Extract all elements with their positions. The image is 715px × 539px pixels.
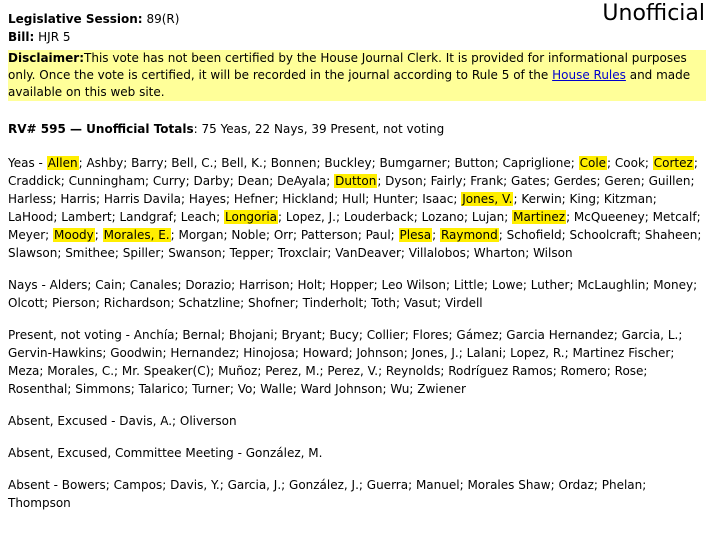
member-name: Dyson [385, 174, 423, 188]
member-name: Bucy [329, 328, 359, 342]
member-name: Bonnen [270, 156, 317, 170]
member-name: Hayes [188, 192, 227, 206]
unofficial-watermark: Unofficial [602, 1, 705, 26]
member-name: Raymond [440, 228, 498, 242]
vote-group-label: Present, not voting [8, 328, 122, 342]
member-name: Plesa [399, 228, 432, 242]
vote-group: Absent - Bowers; Campos; Davis, Y.; Garcia, J.; González, J.; Guerra; Manuel; Morales Shaw; Ordaz; Phelan; Thompson [8, 478, 647, 510]
member-name: Villalobos [408, 246, 466, 260]
member-name: Landgraf [119, 210, 173, 224]
member-name: Shaheen [644, 228, 698, 242]
vote-group-label: Yeas [8, 156, 35, 170]
member-name: Hunter [373, 192, 415, 206]
member-name: Lowe [491, 278, 523, 292]
member-name: Bumgarner [379, 156, 447, 170]
member-name: Hickland [282, 192, 335, 206]
member-name: Morgan [178, 228, 224, 242]
member-name: Cook [614, 156, 645, 170]
member-name: Anchía [133, 328, 175, 342]
member-name: Wilson [533, 246, 573, 260]
member-name: Curry [152, 174, 186, 188]
member-name: Noble [231, 228, 266, 242]
member-name: Spiller [122, 246, 161, 260]
disclaimer [8, 50, 706, 101]
member-name: Collier [366, 328, 405, 342]
member-name: Rosenthal [8, 382, 68, 396]
member-name: Patterson [300, 228, 358, 242]
member-name: Money [653, 278, 694, 292]
member-name: McQueeney [573, 210, 645, 224]
member-name: Guillen [648, 174, 691, 188]
house-rules-link[interactable]: House Rules [552, 68, 626, 82]
member-name: Capriglione [502, 156, 571, 170]
member-name: Harris [60, 192, 97, 206]
member-name: Wharton [473, 246, 526, 260]
member-name: Tinderholt [302, 296, 364, 310]
record-label: RV# 595 — Unofficial Totals [8, 122, 194, 136]
member-name: Lopez, J. [285, 210, 336, 224]
member-name: Bryant [281, 328, 322, 342]
member-name: Schatzline [178, 296, 241, 310]
member-name: Hernandez [170, 346, 236, 360]
member-name: Shofner [248, 296, 295, 310]
member-name: Frank [470, 174, 504, 188]
member-name: Bell, C. [171, 156, 214, 170]
member-name: Perez, V. [327, 364, 379, 378]
member-name: Leach [180, 210, 217, 224]
member-name: Paul [365, 228, 391, 242]
member-name: Canales [129, 278, 178, 292]
disclaimer-text-before: This vote has not been certified by the House Journal Clerk. It is provided for informational purposes only. Once the vote is certified, it will be recorded in the journal according to Rule 5 of the [8, 51, 687, 82]
member-name: Button [454, 156, 495, 170]
vote-record-page [8, 10, 706, 512]
vote-group: Nays - Alders; Cain; Canales; Dorazio; Harrison; Holt; Hopper; Leo Wilson; Little; Lowe; Luther; McLaughlin; Money; Olcott; Pierson; Richardson; Schatzline; Shofner; Tinderholt; Toth; Vasut; Virdell [8, 278, 698, 310]
member-name: Schoolcraft [569, 228, 637, 242]
bill-label: Bill: [8, 30, 35, 44]
member-name: King [569, 192, 596, 206]
member-name: Luther [530, 278, 570, 292]
member-name: Craddick [8, 174, 61, 188]
member-name: Cole [579, 156, 607, 170]
member-name: Tepper [229, 246, 270, 260]
member-name: Leo Wilson [381, 278, 446, 292]
member-name: Gervin-Hawkins [8, 346, 103, 360]
member-name: McLaughlin [577, 278, 646, 292]
member-name: Orr [273, 228, 293, 242]
member-name: Martinez [513, 210, 566, 224]
member-name: Hopper [329, 278, 374, 292]
member-name: Zwiener [417, 382, 466, 396]
member-name: Ward Johnson [300, 382, 383, 396]
member-name: Cortez [653, 156, 693, 170]
vote-group-label: Absent, Excused, Committee Meeting [8, 446, 234, 460]
member-name: Isaac [422, 192, 454, 206]
member-name: Vasut [403, 296, 438, 310]
member-name: Meyer [8, 228, 46, 242]
member-name: Louderback [343, 210, 414, 224]
member-name: Hull [341, 192, 366, 206]
member-name: Davis, Y. [170, 478, 220, 492]
member-name: Talarico [138, 382, 185, 396]
member-name: Jones, J. [411, 346, 459, 360]
member-name: Harrison [239, 278, 290, 292]
member-name: Johnson [356, 346, 404, 360]
member-name: Vo [237, 382, 253, 396]
vote-group: Absent, Excused - Davis, A.; Oliverson [8, 414, 237, 428]
member-name: Lambert [61, 210, 112, 224]
member-name: Smithee [65, 246, 115, 260]
session-label: Legislative Session: [8, 12, 143, 26]
member-name: Allen [47, 156, 78, 170]
member-name: LaHood [8, 210, 54, 224]
member-name: Harris Davila [103, 192, 182, 206]
member-name: Manuel [415, 478, 460, 492]
member-name: Barry [131, 156, 164, 170]
member-name: Pierson [52, 296, 96, 310]
member-name: Turner [192, 382, 230, 396]
member-name: Cain [95, 278, 122, 292]
member-name: DeAyala [277, 174, 327, 188]
member-name: Dorazio [185, 278, 232, 292]
vote-group-label: Nays [8, 278, 38, 292]
member-name: Oliverson [179, 414, 237, 428]
member-name: Bhojani [228, 328, 274, 342]
member-name: Meza [8, 364, 40, 378]
member-name: Rose [614, 364, 644, 378]
vote-group: Absent, Excused, Committee Meeting - González, M. [8, 446, 323, 460]
disclaimer-label: Disclaimer: [8, 51, 85, 65]
member-name: Howard [302, 346, 349, 360]
member-name: Gámez [456, 328, 499, 342]
member-name: Garcia, J. [227, 478, 282, 492]
member-name: Lopez, R. [510, 346, 565, 360]
bill-value: HJR 5 [38, 30, 71, 44]
vote-group-label: Absent [8, 478, 50, 492]
member-name: Rodríguez Ramos [448, 364, 553, 378]
member-name: Gates [511, 174, 547, 188]
member-name: Lalani [466, 346, 503, 360]
vote-group: Present, not voting - Anchía; Bernal; Bhojani; Bryant; Bucy; Collier; Flores; Gámez; Garcia Hernandez; Garcia, L.; Gervin-Hawkins; Goodwin; Hernandez; Hinojosa; Howard; Johnson; Jones, J.; Lalani; Lopez, R.; Martinez Fischer; Meza; Morales, C.; Mr. Speaker(C); Muñoz; Perez, M.; Perez, V.; Reynolds; Rodríguez Ramos; Romero; Rose; Rosenthal; Simmons; Talarico; Turner; Vo; Walle; Ward Johnson; Wu; Zwiener [8, 328, 683, 396]
member-name: Troxclair [277, 246, 328, 260]
member-name: Campos [113, 478, 163, 492]
member-name: Toth [371, 296, 397, 310]
member-name: Hinojosa [243, 346, 295, 360]
member-name: Kerwin [521, 192, 562, 206]
member-name: Walle [260, 382, 293, 396]
member-name: Metcalf [652, 210, 697, 224]
member-name: Mr. Speaker(C) [121, 364, 211, 378]
member-name: Dean [237, 174, 270, 188]
member-name: Geren [604, 174, 641, 188]
member-name: Davis, A. [119, 414, 173, 428]
member-name: Lozano [421, 210, 464, 224]
member-name: Romero [560, 364, 607, 378]
member-name: Guerra [366, 478, 409, 492]
member-name: VanDeaver [335, 246, 401, 260]
member-name: Kitzman [603, 192, 653, 206]
member-name: Gerdes [553, 174, 597, 188]
session-line [8, 10, 706, 28]
member-name: Morales, E. [103, 228, 170, 242]
member-name: Moody [54, 228, 94, 242]
member-name: Lujan [471, 210, 505, 224]
session-value: 89(R) [146, 12, 180, 26]
member-name: Harless [8, 192, 53, 206]
member-name: Bell, K. [221, 156, 263, 170]
member-name: Cunningham [68, 174, 146, 188]
member-name: Thompson [8, 496, 71, 510]
member-name: Ashby [86, 156, 124, 170]
member-name: Olcott [8, 296, 45, 310]
vote-group: Yeas - Allen; Ashby; Barry; Bell, C.; Bell, K.; Bonnen; Buckley; Bumgarner; Button; Capriglione; Cole; Cook; Cortez; Craddick; Cunningham; Curry; Darby; Dean; DeAyala; Dutton; Dyson; Fairly; Frank; Gates; Gerdes; Geren; Guillen; Harless; Harris; Harris Davila; Hayes; Hefner; Hickland; Hull; Hunter; Isaac; Jones, V.; Kerwin; King; Kitzman; LaHood; Lambert; Landgraf; Leach; Longoria; Lopez, J.; Louderback; Lozano; Lujan; Martinez; McQueeney; Metcalf; Meyer; Moody; Morales, E.; Morgan; Noble; Orr; Patterson; Paul; Plesa; Raymond; Schofield; Schoolcraft; Shaheen; Slawson; Smithee; Spiller; Swanson; Tepper; Troxclair; VanDeaver; Villalobos; Wharton; Wilson [8, 156, 702, 260]
member-name: Fairly [430, 174, 463, 188]
member-name: Phelan [601, 478, 643, 492]
member-name: Ordaz [558, 478, 594, 492]
member-name: Hefner [233, 192, 275, 206]
member-name: González, M. [245, 446, 323, 460]
member-name: Bernal [182, 328, 222, 342]
member-name: Martinez Fischer [572, 346, 671, 360]
member-name: Swanson [168, 246, 222, 260]
member-name: Longoria [225, 210, 278, 224]
member-name: Simmons [75, 382, 131, 396]
member-name: Bowers [61, 478, 106, 492]
vote-groups [8, 154, 706, 512]
member-name: Wu [390, 382, 410, 396]
member-name: Reynolds [385, 364, 441, 378]
member-name: Morales, C. [47, 364, 115, 378]
member-name: Goodwin [110, 346, 163, 360]
member-name: Holt [297, 278, 322, 292]
member-name: Jones, V. [462, 192, 513, 206]
member-name: Alders [49, 278, 88, 292]
member-name: Morales Shaw [467, 478, 551, 492]
member-name: Slawson [8, 246, 58, 260]
member-name: Muñoz [218, 364, 258, 378]
member-name: Flores [412, 328, 449, 342]
vote-group-label: Absent, Excused [8, 414, 108, 428]
bill-line [8, 28, 706, 46]
member-name: Richardson [103, 296, 171, 310]
member-name: Buckley [324, 156, 372, 170]
disclaimer-text-after: and made available on this web site. [8, 68, 691, 99]
member-name: Perez, M. [265, 364, 320, 378]
record-totals-text: : 75 Yeas, 22 Nays, 39 Present, not voting [193, 122, 445, 136]
member-name: Schofield [506, 228, 562, 242]
record-totals [8, 120, 706, 138]
member-name: Little [453, 278, 484, 292]
member-name: Virdell [444, 296, 483, 310]
member-name: Garcia, L. [621, 328, 679, 342]
member-name: Darby [193, 174, 230, 188]
member-name: González, J. [289, 478, 359, 492]
member-name: Dutton [335, 174, 377, 188]
member-name: Garcia Hernandez [506, 328, 614, 342]
